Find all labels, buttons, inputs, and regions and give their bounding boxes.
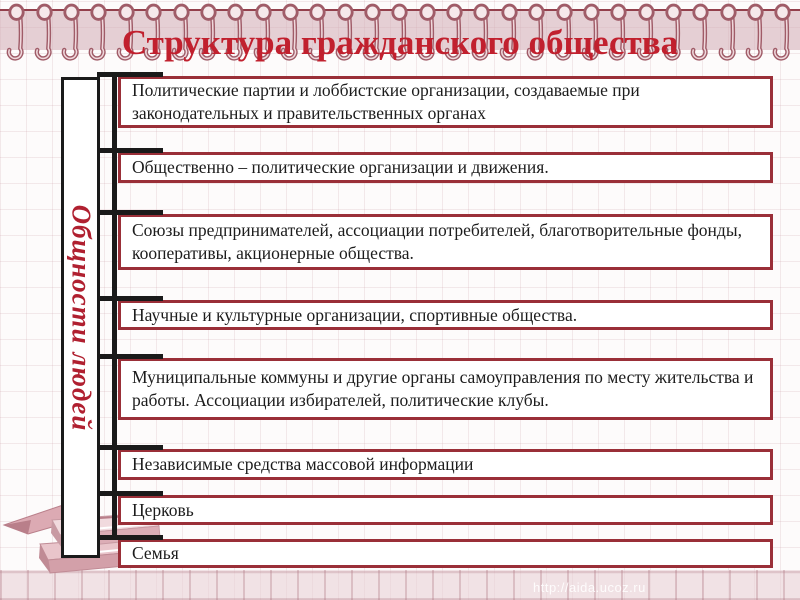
org-box-2 bbox=[118, 152, 773, 183]
org-box-7 bbox=[118, 495, 773, 525]
connector-branch-line bbox=[97, 491, 163, 496]
org-box-4 bbox=[118, 300, 773, 330]
connector-branch-line bbox=[97, 148, 163, 153]
watermark: http://aida.ucoz.ru bbox=[533, 580, 646, 595]
org-box-5 bbox=[118, 358, 773, 420]
root-category-label: Общности людей bbox=[66, 204, 96, 431]
org-box-1 bbox=[118, 76, 773, 128]
org-box-text: Союзы предпринимателей, ассоциации потребителей, благотворительные фонды, кооперативы, акционерные общества. bbox=[132, 220, 742, 263]
connector-branch-line bbox=[97, 72, 163, 77]
org-box-text: Научные и культурные организации, спортивные общества. bbox=[132, 304, 578, 325]
org-box-text: Церковь bbox=[132, 499, 194, 520]
org-box-text: Политические партии и лоббистские организации, создаваемые при законодательных и правительственных органах bbox=[132, 80, 640, 123]
org-box-8 bbox=[118, 539, 773, 568]
connector-branch-line bbox=[97, 296, 163, 301]
org-box-text: Семья bbox=[132, 543, 179, 564]
connector-trunk-line bbox=[112, 72, 117, 539]
org-box-text: Общественно – политические организации и движения. bbox=[132, 157, 549, 178]
connector-branch-line bbox=[97, 354, 163, 359]
connector-branch-line bbox=[97, 210, 163, 215]
root-category-bar bbox=[61, 77, 100, 558]
connector-branch-line bbox=[97, 535, 163, 540]
org-box-3 bbox=[118, 214, 773, 270]
org-box-6 bbox=[118, 449, 773, 480]
org-box-text: Муниципальные коммуны и другие органы самоуправления по месту жительства и работы. Ассоциации избирателей, политические клубы. bbox=[132, 367, 754, 410]
org-box-text: Независимые средства массовой информации bbox=[132, 454, 474, 475]
page-title: Структура гражданского общества bbox=[121, 23, 679, 62]
connector-branch-line bbox=[97, 445, 163, 450]
